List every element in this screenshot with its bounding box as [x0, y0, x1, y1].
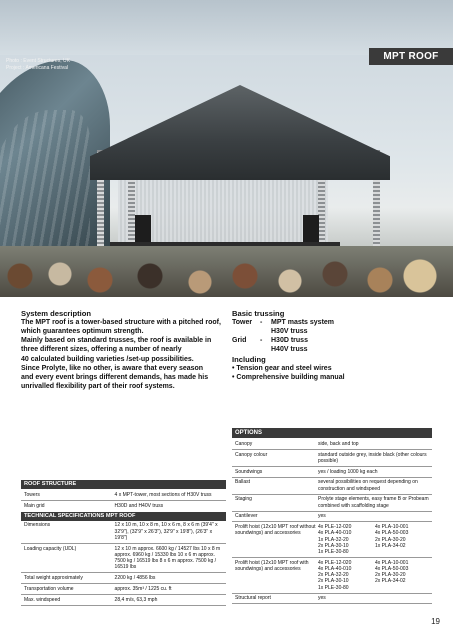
- options-title: OPTIONS: [232, 428, 432, 438]
- code: 2x PLA-32-20: [318, 572, 349, 579]
- tower-label: Tower: [232, 319, 253, 327]
- grid-value: H40V truss: [271, 346, 308, 354]
- description-line: Mainly based on standard trusses, the roof is available in: [21, 337, 212, 345]
- caption-line: Photo : Event Structures, UK: [6, 58, 70, 64]
- row-label: Total weight approximately: [24, 575, 83, 581]
- audience: [0, 246, 453, 297]
- table-row: [21, 521, 226, 544]
- row-value: yes: [318, 513, 326, 520]
- code: 4x PLA-10-001: [375, 559, 409, 566]
- row-label: Transportation volume: [24, 585, 74, 592]
- row-value: 12 x 10 m approx. 6600 kg / 14527 lbs 10 x 8 m approx. 6960 kg / 15330 lbs 10 x 6 m approx. 7500 kg / 16519 lbs 8 x 6 m approx. 7500 kg / 16519 lbs: [114, 545, 221, 571]
- table-row: [232, 478, 432, 495]
- code: 4x PLE-12-020: [318, 524, 352, 531]
- row-value: Prolyte stage elements, easy frame B or Probeam combined with scaffolding stage: [318, 496, 429, 509]
- table-row: [232, 594, 432, 605]
- row-value: 28,4 m/s, 63,3 mph: [114, 596, 158, 603]
- code: 1x PLE-30-80: [318, 584, 349, 591]
- description-line: 40 calculated building varieties /set-up possibilities.: [21, 355, 194, 363]
- row-value: H30D and H40V truss: [114, 502, 164, 509]
- code: 2x PLA-30-20: [375, 536, 406, 543]
- code: 4x PLA-40-010: [318, 566, 352, 572]
- row-value: 12 x 10 m, 10 x 8 m, 10 x 6 m, 8 x 6 m (39'4" x 32'9"), (32'9" x 26'3"), 32'9" x 19'8"), (26'3" x 19'8"): [114, 522, 218, 541]
- options-table: [232, 439, 432, 604]
- row-value: side, back and top: [318, 440, 359, 447]
- dash: -: [260, 337, 263, 345]
- code-column: [318, 524, 375, 555]
- table-row: [232, 522, 432, 558]
- row-value: yes: [318, 595, 326, 602]
- table-row: [232, 512, 432, 523]
- row-value: yes / loading 1000 kg each: [318, 468, 378, 475]
- hoist-codes: [318, 524, 432, 555]
- code: 4x PLA-50-003: [375, 530, 409, 537]
- caption-line: Project : Americana Festival: [6, 64, 68, 71]
- tower-row-cont: [232, 327, 432, 336]
- grid-row: [232, 336, 432, 345]
- table-row: [21, 584, 226, 595]
- table-row: [232, 439, 432, 450]
- row-value: 2200 kg / 4856 lbs: [114, 575, 156, 581]
- code: 2x PLA-34-02: [375, 578, 406, 585]
- description-line: The MPT roof is a tower-based structure with a pitched roof,: [21, 319, 221, 327]
- tech-specs-title: TECHNICAL SPECIFICATIONS MPT ROOF: [21, 512, 226, 521]
- table-row: [232, 467, 432, 478]
- bullet-item: • Comprehensive building manual: [232, 373, 432, 382]
- row-label: Main grid: [24, 502, 45, 509]
- code: 2x PLA-30-10: [318, 578, 349, 585]
- table-row: [21, 490, 226, 501]
- description-body: [21, 318, 226, 391]
- grid-value: H30D truss: [271, 337, 308, 345]
- tower-row: [232, 318, 432, 327]
- code: 1x PLA-32-20: [318, 536, 349, 543]
- table-row: [232, 450, 432, 467]
- grid-label: Grid: [232, 337, 247, 345]
- photo-caption: [6, 58, 70, 71]
- hero-photo: [0, 0, 453, 297]
- hoist-codes: [318, 560, 432, 591]
- code: 2x PLA-30-20: [375, 572, 406, 579]
- row-value: standard outside grey, inside black (other colours possible): [318, 451, 427, 464]
- row-label: Max. windspeed: [24, 596, 61, 603]
- table-row: [232, 558, 432, 594]
- description-line: which guarantees optimum strength.: [21, 328, 144, 336]
- dash: -: [260, 319, 263, 327]
- code-column: [375, 560, 432, 591]
- table-row: [21, 501, 226, 511]
- description-line: and every event brings different demands, has made his: [21, 373, 209, 381]
- code: 1x PLE-30-80: [318, 549, 349, 555]
- row-label: Towers: [24, 491, 40, 498]
- sky: [0, 0, 453, 55]
- row-value: approx. 35m³ / 1225 cu. ft: [114, 585, 172, 592]
- table-row: [232, 495, 432, 512]
- row-label: Staging: [235, 496, 252, 503]
- description-line: unrivalled flexibility part of their roof systems.: [21, 382, 175, 390]
- system-description: [21, 309, 226, 391]
- including-heading: Including: [232, 354, 266, 364]
- basic-trussing: [232, 309, 432, 382]
- roof-structure-table: [21, 490, 226, 606]
- code-column: [318, 560, 375, 591]
- building-glass: [0, 110, 90, 260]
- page-title: MPT ROOF: [369, 48, 453, 65]
- code-column: [375, 524, 432, 555]
- row-label: Canopy colour: [235, 451, 268, 458]
- row-label: Prolift hoist (12x10 MPT roof without soundwings) and accessories: [235, 524, 316, 537]
- code: 2x PLA-30-10: [318, 542, 349, 549]
- section-heading: Basic trussing: [232, 309, 285, 318]
- table-row: [21, 573, 226, 584]
- row-label: Dimensions: [24, 522, 51, 529]
- page-number: 19: [431, 617, 440, 626]
- section-heading: System description: [21, 309, 92, 318]
- roof-structure-title: ROOF STRUCTURE: [21, 480, 226, 489]
- row-value: 4 x MPT-tower, most sections of H30V truss: [114, 491, 212, 498]
- description-line: three different sizes, offering a number of nearly: [21, 346, 182, 354]
- row-label: Ballast: [235, 479, 251, 486]
- row-label: Loading capacity (UDL): [24, 545, 77, 552]
- code: 4x PLE-12-020: [318, 559, 352, 566]
- code: 4x PLA-50-003: [375, 566, 409, 572]
- code: 1x PLA-34-02: [375, 542, 406, 549]
- row-label: Canopy: [235, 440, 253, 447]
- row-label: Soundwings: [235, 468, 263, 475]
- code: 4x PLA-40-010: [318, 530, 352, 537]
- bullet-item: • Tension gear and steel wires: [232, 364, 432, 373]
- grid-row-cont: [232, 345, 432, 354]
- table-row: [21, 544, 226, 573]
- row-label: Cantilever: [235, 513, 258, 520]
- table-row: [21, 595, 226, 606]
- pitched-roof: [90, 85, 390, 180]
- description-line: Since Prolyte, like no other, is aware that every season: [21, 364, 204, 372]
- tower-value: H30V truss: [271, 328, 308, 336]
- code: 4x PLA-10-001: [375, 524, 409, 531]
- row-value: several possibilities on request depending on construction and windspeed: [318, 479, 418, 492]
- tower-value: MPT masts system: [271, 319, 335, 327]
- row-label: Structural report: [235, 595, 271, 602]
- row-label: Prolift hoist (12x10 MPT roof with soundwings) and accessories: [235, 559, 309, 572]
